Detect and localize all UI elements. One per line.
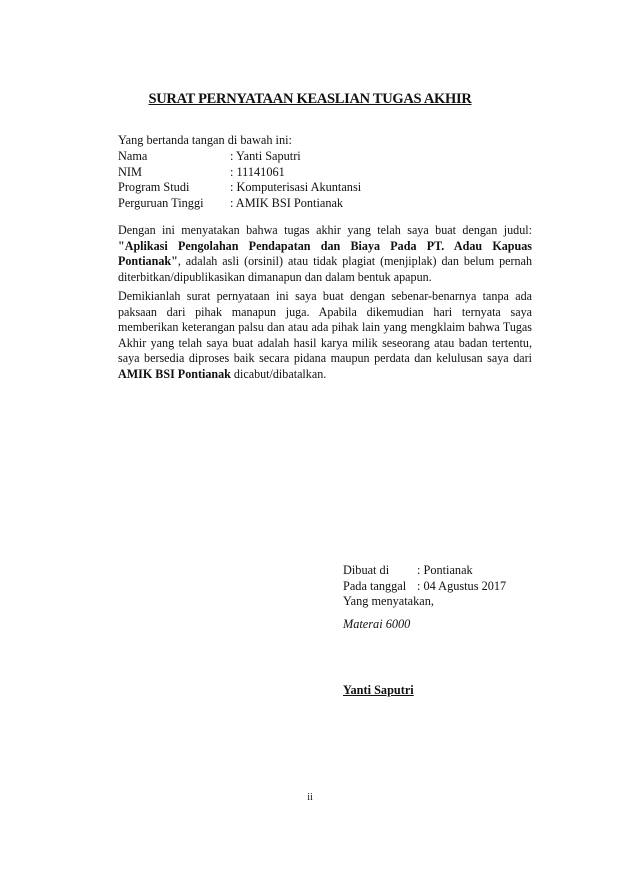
identity-table [118, 149, 361, 211]
statement-paragraph [118, 223, 532, 285]
identity-row [118, 165, 361, 181]
declaration-text: dicabut/dibatalkan. [230, 366, 327, 381]
signature-date-row [343, 578, 506, 594]
acknowledgement-text: Yang menyatakan, [343, 594, 434, 608]
intro-text: Yang bertanda tangan di bawah ini: [118, 133, 292, 147]
thesis-title: "Aplikasi Pengolahan Pendapatan dan Biaya Pada PT. Adau Kapuas Pontianak" [118, 238, 532, 269]
stamp-text: Materai 6000 [343, 617, 411, 631]
signer-name: Yanti Saputri [343, 683, 414, 697]
page-number: ii [307, 792, 313, 803]
declaration-text: Demikianlah surat pernyataan ini saya buat dengan sebenar-benarnya tanpa ada paksaan dari pihak manapun juga. Apabila dikemudian hari ternyata saya memberikan keterangan palsu dan atau ada pihak lain yang mengklaim bahwa Tugas Akhir yang telah saya buat adalah hasil karya milik seseorang atau badan tertentu, saya bersedia diproses baik secara pidana maupun perdata dan kelulusan saya dari [118, 289, 532, 366]
identity-label: Perguruan Tinggi [118, 195, 204, 210]
place-label: Dibuat di [343, 563, 390, 577]
signature-place-row [343, 562, 506, 578]
date-value: : 04 Agustus 2017 [417, 579, 507, 593]
identity-label: Nama [118, 149, 148, 163]
identity-value: : 11141061 [230, 164, 285, 179]
identity-row [118, 180, 361, 196]
declaration-paragraph [118, 289, 532, 383]
document-title: SURAT PERNYATAAN KEASLIAN TUGAS AKHIR [148, 91, 472, 107]
statement-text: , adalah asli (orsinil) atau tidak plagiat (menjiplak) dan belum pernah diterbitkan/dipublikasikan dimanapun dan dalam bentuk apapun. [118, 254, 532, 284]
identity-value: : Komputerisasi Akuntansi [230, 180, 362, 194]
identity-label: NIM [118, 164, 142, 179]
identity-label: Program Studi [118, 180, 190, 194]
identity-row [118, 149, 361, 165]
date-label: Pada tanggal [343, 579, 407, 593]
identity-value: : Yanti Saputri [230, 149, 301, 163]
place-value: : Pontianak [417, 563, 473, 577]
identity-value: : AMIK BSI Pontianak [230, 195, 344, 210]
identity-row [118, 196, 361, 212]
institution-name: AMIK BSI Pontianak [118, 366, 231, 381]
statement-text: Dengan ini menyatakan bahwa tugas akhir yang telah saya buat dengan judul: [118, 223, 532, 237]
signature-details [343, 562, 506, 594]
